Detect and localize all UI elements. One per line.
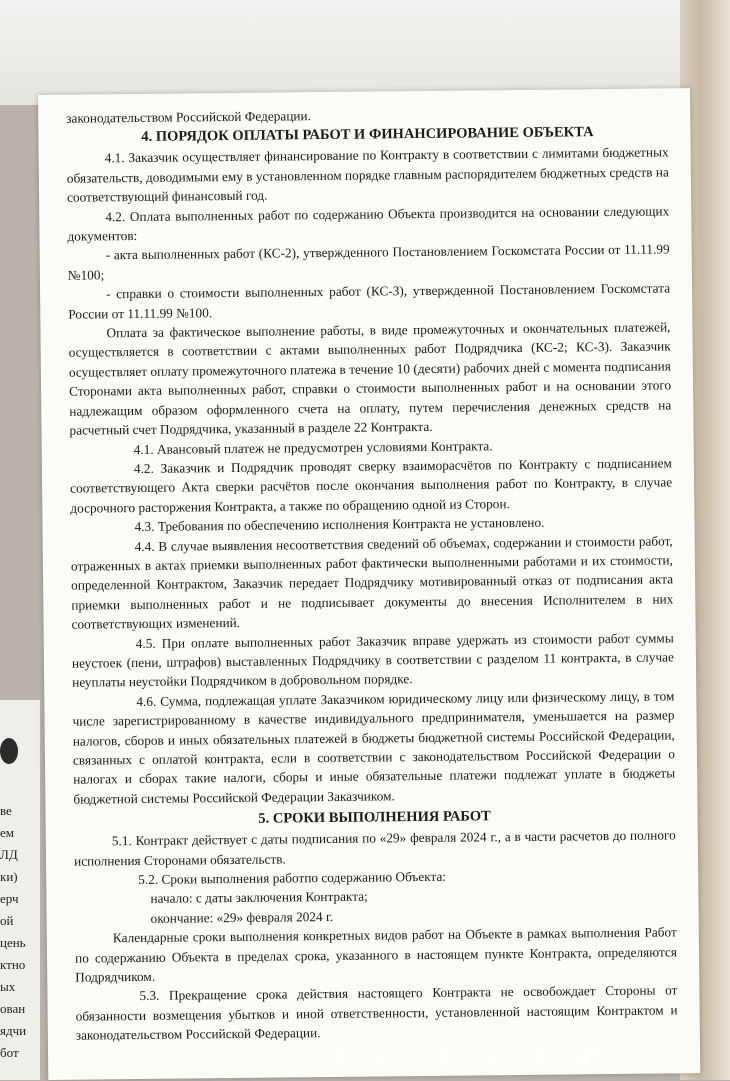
clause-5-1: 5.1. Контракт действует с даты подписания по «29» февраля 2024 г., а в части расчетов до полного исполнения Сторонами обязательств. <box>73 827 676 869</box>
clause-5-2-start: начало: с даты заключения Контракта; <box>150 889 368 907</box>
clause-5-3: 5.3. Прекращение срока действия настоящего Контракта не освобождает Стороны от обязанности возмещения убытков и иной ответственности, установленной настоящим Контрактом и законодательством Российской Федерации. <box>75 982 678 1043</box>
adjacent-page-fragments <box>0 800 34 1080</box>
fragment: цень <box>0 935 26 950</box>
fragment: бот <box>0 1045 19 1060</box>
clause-4-4: 4.4. В случае выявления несоответствия сведений об объемах, содержании и стоимости работ, отраженных в актах приемки выполненных работ фактически выполненными работами и их стоимости, определенной Контрактом, Заказчик передает Подрядчику мотивированный отказ от подписания акта приемки выполненных работ и не подписывает документы до внесения Исполнителем в них соответствующих изменений. <box>70 532 674 632</box>
document-page <box>38 88 700 1080</box>
fragment: ядчи <box>0 1023 27 1038</box>
section-4-title: 4. ПОРЯДОК ОПЛАТЫ РАБОТ И ФИНАНСИРОВАНИЕ ОБЪЕКТА <box>141 124 594 146</box>
watermark-logo: KERCH.FM <box>330 1035 613 1081</box>
fragment: ован <box>0 1001 26 1016</box>
document-content <box>66 102 678 1045</box>
clause-5-2-end: окончание: «29» февраля 2024 г. <box>150 908 334 926</box>
clause-4-2-reconciliation: 4.2. Заказчик и Подрядчик проводят сверку взаиморасчётов по Контракту с подписанием соответствующего Акта сверки расчётов после окончания выполнения работ по Контракту, в случае досрочного расторжения Контракта, а также по обращению одной из Сторон. <box>70 455 673 516</box>
fragment: ки) <box>0 869 18 884</box>
clause-4-6: 4.6. Сумма, подлежащая уплате Заказчиком юридическому лицу или физическому лицу, в том числе зарегистрированному в качестве индивидуального предпринимателя, уменьшается на размер налогов, сборов и иных обязательных платежей в бюджеты бюджетной системы Российской Федерации, связанных с оплатой контракта, если в соответствии с законодательством Российской Федерации о налогах и сборах такие налоги, сборы и иные обязательные платежи подлежат уплате в бюджеты бюджетной системы Российской Федерации Заказчиком. <box>72 688 676 807</box>
fragment: ерч <box>0 891 19 906</box>
fragment: ве <box>0 803 12 818</box>
clause-4-2: 4.2. Оплата выполненных работ по содержанию Объекта производится на основании следующих документов: <box>67 203 670 244</box>
clause-4-2-item-ks3: - справки о стоимости выполненных работ (КС-3), утвержденной Постановлением Госкомстата России от 11.11.99 №100. <box>68 280 671 322</box>
clause-5-2: 5.2. Сроки выполнения работпо содержанию Объекта: <box>138 868 447 888</box>
fragment: ЛД <box>0 847 18 862</box>
clause-4-1: 4.1. Заказчик осуществляет финансирование по Контракту в соответствии с лимитами бюджетных обязательств, доводимыми ему в установленном порядке главным распорядителем бюджетных средств на соответствующий финансовый год. <box>66 144 669 205</box>
clause-4-2-payment: Оплата за фактическое выполнение работы, в виде промежуточных и окончательных платежей, осуществляется в соответствии с актами выполненных работ Подрядчика (КС-2; КС-3). Заказчик осуществляет оплату промежуточного платежа в течение 10 (десяти) рабочих дней с момента подписания Сторонами акта выполненных работ, справки о стоимости выполненных работ и на основании этого надлежащим образом оформленного счета на оплату, путем перечисления денежных средств на расчетный счет Подрядчика, указанный в разделе 22 Контракта. <box>68 319 672 438</box>
clause-4-2-item-ks2: - акта выполненных работ (КС-2), утвержденного Постановлением Госкомстата России от 11.11.99 №100; <box>67 241 670 283</box>
clause-5-2-calendar: Календарные сроки выполнения конкретных видов работ на Объекте в рамках выполнения Работ по содержанию Объекта в пределах срока, указанного в настоящем пункте Контракта, определяются Подрядчиком. <box>74 924 678 985</box>
fragment: ой <box>0 913 14 928</box>
fragment: ем <box>0 825 14 840</box>
fragment: ых <box>0 979 16 994</box>
fragment: ктно <box>0 957 26 972</box>
clause-4-5: 4.5. При оплате выполненных работ Заказчик вправе удержать из стоимости работ суммы неустоек (пени, штрафов) выставленных Подрядчику в соответствии с разделом 11 контракта, в случае неуплаты неустойки Подрядчиком в добровольном порядке. <box>71 629 674 691</box>
binder-hole <box>0 738 18 764</box>
clause-4-1-advance: 4.1. Авансовый платеж не предусмотрен условиями Контракта. <box>133 437 493 457</box>
intro-line: законодательством Российской Федерации. <box>66 108 312 126</box>
clause-4-3: 4.3. Требования по обеспечению исполнения Контракта не установлено. <box>134 514 545 535</box>
section-5-title: 5. СРОКИ ВЫПОЛНЕНИЯ РАБОТ <box>258 808 491 827</box>
